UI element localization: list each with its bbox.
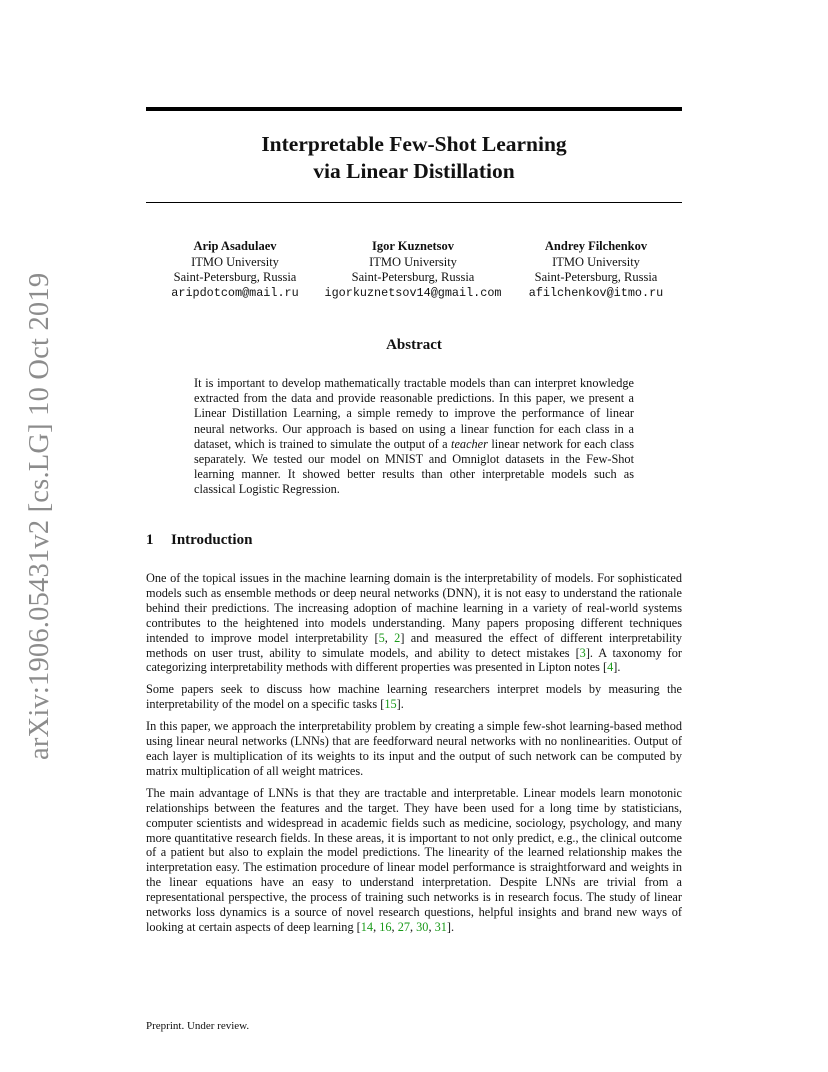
paragraph-1 — [146, 571, 682, 675]
paper-title — [146, 131, 682, 185]
citation-link[interactable]: 15 — [384, 697, 397, 712]
author-name: Andrey Filchenkov — [544, 239, 648, 253]
author-block — [146, 239, 682, 299]
text-run: , — [384, 630, 395, 645]
text-run: , — [428, 919, 435, 934]
abstract-emphasis: teacher — [451, 436, 488, 451]
paragraph-4 — [146, 786, 682, 935]
abstract-text-part: It is important to develop mathematically tractable models than can interpret knowledge extracted from the data and provide reasonable predictions. In this paper, we present a Linear Distillation Learning, a simple remedy to improve the performance of linear neural networks. Our approach is based on using a linear function for each class in a dataset, which is trained to simulate the output of a — [194, 376, 634, 451]
author-affiliation: ITMO University — [552, 254, 640, 269]
abstract-text-part: linear network for each class separately. We tested our model on MNIST and Omniglot datasets in the Few-Shot learning manner. It showed better results than other interpretable models such as classical Logistic Regression. — [194, 436, 634, 497]
author-email[interactable]: igorkuznetsov14@gmail.com — [324, 285, 502, 300]
author-location: Saint-Petersburg, Russia — [534, 270, 658, 284]
author-name: Igor Kuznetsov — [371, 239, 455, 253]
abstract-heading: Abstract — [386, 337, 442, 353]
text-run: , — [373, 919, 380, 934]
author-location: Saint-Petersburg, Russia — [173, 270, 297, 284]
author-affiliation: ITMO University — [369, 254, 457, 269]
author-2 — [318, 239, 508, 301]
section-title: Introduction — [171, 532, 253, 548]
citation-link[interactable]: 3 — [579, 645, 586, 660]
paragraph-3: In this paper, we approach the interpretability problem by creating a simple few-shot learning-based method using linear neural networks (LNNs) that are feedforward neural networks with no nonlinearities. Output of each layer is multiplication of its weights to its input and the output of such network can be computed by matrix multiplication of all weight matrices. — [146, 719, 682, 778]
text-run: ]. — [446, 919, 455, 934]
footer-note: Preprint. Under review. — [146, 1020, 250, 1032]
author-1 — [150, 239, 320, 301]
abstract-text — [194, 376, 634, 498]
arxiv-side-label: arXiv:1906.05431v2 [cs.LG] 10 Oct 2019 — [24, 272, 55, 760]
section-heading — [146, 532, 682, 549]
title-line-1: Interpretable Few-Shot Learning — [261, 132, 567, 156]
text-run: ] and measured the effect of different interpretability methods on user trust, ability to simulate models, and ability to detect mistakes [ — [146, 630, 682, 660]
text-run: The main advantage of LNNs is that they are tractable and interpretable. Linear models learn monotonic relationships between the features and the target. They have been used for a long time by statisticians, computer scientists and widespread in academic fields such as medicine, sociology, psychology, and many more quantitative research fields. In these areas, it is important to not only predict, e.g., the clinical outcome of a patient but also to explain the model predictions. The linearity of the learned relationship makes the interpretation easy. The estimation procedure of linear model performance is straightforward and weights in the linear equations have an easy to understand interpretation. Despite LNNs are trivial from a representational perspective, the process of training such networks is in research focus. The study of linear networks loss dynamics is a source of novel research questions, helpful insights and brand new ways of looking at certain aspects of deep learning [ — [146, 785, 682, 934]
author-email[interactable]: afilchenkov@itmo.ru — [528, 285, 664, 300]
text-run: Some papers seek to discuss how machine learning researchers interpret models by measuring the interpretability of the model on a specific tasks [ — [146, 682, 682, 712]
author-email[interactable]: aripdotcom@mail.ru — [171, 285, 299, 300]
title-bottom-rule — [146, 202, 682, 203]
text-run: ]. — [396, 697, 404, 712]
text-run: , — [409, 919, 417, 934]
author-affiliation: ITMO University — [191, 254, 279, 269]
citation-link[interactable]: 16 — [379, 919, 392, 934]
title-top-rule — [146, 107, 682, 111]
text-run: ]. — [613, 660, 621, 675]
citation-link[interactable]: 27 — [397, 919, 410, 934]
text-run: ]. A taxonomy for categorizing interpretability methods with different properties was presented in Lipton notes [ — [146, 645, 682, 675]
section-number: 1 — [146, 532, 154, 548]
author-location: Saint-Petersburg, Russia — [351, 270, 475, 284]
citation-link[interactable]: 14 — [360, 919, 374, 934]
citation-link[interactable]: 2 — [394, 630, 401, 645]
citation-link[interactable]: 30 — [416, 919, 429, 934]
introduction-body — [146, 571, 682, 942]
citation-link[interactable]: 5 — [378, 630, 385, 645]
text-run: , — [391, 919, 398, 934]
citation-link[interactable]: 4 — [607, 660, 614, 675]
author-3 — [514, 239, 678, 301]
text-run: One of the topical issues in the machine learning domain is the interpretability of models. For sophisticated models such as ensemble methods or deep neural networks (DNN), it is not easy to understand the rationale behind their predictions. The increasing adoption of machine learning in a variety of real-world systems contributes to the heightened into models understanding. Many papers proposing different techniques intended to improve model interpretability [ — [146, 571, 682, 645]
citation-link[interactable]: 31 — [434, 919, 447, 934]
title-line-2: via Linear Distillation — [313, 159, 515, 183]
author-name: Arip Asadulaev — [193, 239, 277, 253]
paragraph-2 — [146, 682, 682, 712]
